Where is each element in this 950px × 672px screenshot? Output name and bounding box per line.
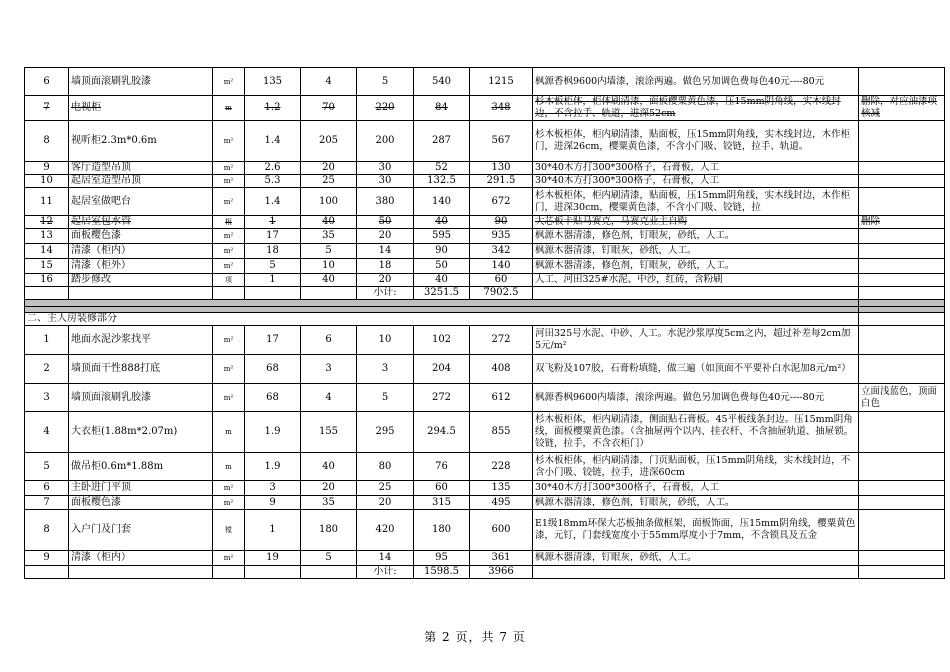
item-quantity: 135 bbox=[245, 68, 301, 96]
grand-total: 1215 bbox=[470, 68, 533, 96]
labor-price: 30 bbox=[357, 162, 414, 175]
item-number: 7 bbox=[25, 496, 69, 510]
material-price: 40 bbox=[301, 274, 357, 287]
separator-row bbox=[25, 300, 945, 307]
item-unit: m² bbox=[213, 121, 245, 162]
item-number: 8 bbox=[25, 510, 69, 551]
labor-price: 30 bbox=[357, 175, 414, 188]
empty-cell bbox=[301, 566, 357, 579]
subtotal-total: 7902.5 bbox=[470, 287, 533, 300]
empty-cell bbox=[69, 287, 213, 300]
table-row bbox=[25, 510, 945, 551]
item-quantity: 5 bbox=[245, 259, 301, 274]
item-name: 面板樱色漆 bbox=[69, 229, 213, 244]
material-price: 35 bbox=[301, 229, 357, 244]
item-name: 墙顶面滚刷乳胶漆 bbox=[69, 384, 213, 412]
item-description: 河田325号水泥、中砂、人工。水泥沙浆厚度5cm之内，超过补差每2cm加5元/m² bbox=[533, 326, 859, 355]
item-number: 14 bbox=[25, 244, 69, 259]
material-price: 180 bbox=[301, 510, 357, 551]
item-number: 4 bbox=[25, 412, 69, 453]
item-number: 1 bbox=[25, 326, 69, 355]
item-note bbox=[859, 121, 945, 162]
subtotal-label: 小计: bbox=[357, 566, 414, 579]
item-description: 枫源木器清漆，钉眼灰，砂纸，人工。 bbox=[533, 244, 859, 259]
grand-total: 612 bbox=[470, 384, 533, 412]
empty-cell bbox=[859, 566, 945, 579]
material-price: 205 bbox=[301, 121, 357, 162]
item-number: 5 bbox=[25, 453, 69, 481]
labor-price: 25 bbox=[357, 481, 414, 496]
item-number: 9 bbox=[25, 162, 69, 175]
item-number: 11 bbox=[25, 188, 69, 216]
item-description: 人工、河田325#水泥、中沙，红砖，含粉刷 bbox=[533, 274, 859, 287]
material-total: 40 bbox=[414, 216, 470, 229]
labor-price: 20 bbox=[357, 229, 414, 244]
material-price: 25 bbox=[301, 175, 357, 188]
empty-cell bbox=[25, 287, 69, 300]
subtotal-row bbox=[25, 287, 945, 300]
material-total: 95 bbox=[414, 551, 470, 566]
grand-total: 348 bbox=[470, 96, 533, 121]
item-quantity: 5.3 bbox=[245, 175, 301, 188]
labor-price: 14 bbox=[357, 244, 414, 259]
material-total: 90 bbox=[414, 244, 470, 259]
material-price: 6 bbox=[301, 326, 357, 355]
item-unit: m bbox=[213, 412, 245, 453]
item-description: 枫源香枫9600内墙漆，滚涂两遍。做色另加调色费每色40元----80元 bbox=[533, 68, 859, 96]
labor-price: 200 bbox=[357, 121, 414, 162]
grand-total: 135 bbox=[470, 481, 533, 496]
subtotal-total: 3966 bbox=[470, 566, 533, 579]
item-description: 30*40木方打300*300格子，石膏板，人工 bbox=[533, 175, 859, 188]
item-description: 枫源木器清漆，修色剂，钉眼灰，砂纸，人工。 bbox=[533, 229, 859, 244]
grand-total: 672 bbox=[470, 188, 533, 216]
item-number: 16 bbox=[25, 274, 69, 287]
item-number: 9 bbox=[25, 551, 69, 566]
material-total: 102 bbox=[414, 326, 470, 355]
section-row bbox=[25, 313, 945, 326]
item-note bbox=[859, 481, 945, 496]
item-unit: m² bbox=[213, 244, 245, 259]
item-quantity: 1.4 bbox=[245, 188, 301, 216]
item-name: 视听柜2.3m*0.6m bbox=[69, 121, 213, 162]
item-unit: m² bbox=[213, 175, 245, 188]
item-quantity: 1 bbox=[245, 510, 301, 551]
grand-total: 600 bbox=[470, 510, 533, 551]
item-note bbox=[859, 274, 945, 287]
table-row bbox=[25, 384, 945, 412]
material-price: 35 bbox=[301, 496, 357, 510]
empty-cell bbox=[859, 300, 945, 307]
table-row bbox=[25, 68, 945, 96]
material-price: 155 bbox=[301, 412, 357, 453]
item-name: 墙顶面干性888打底 bbox=[69, 355, 213, 384]
table-row bbox=[25, 175, 945, 188]
item-unit: m² bbox=[213, 355, 245, 384]
labor-price: 420 bbox=[357, 510, 414, 551]
grand-total: 855 bbox=[470, 412, 533, 453]
item-quantity: 1 bbox=[245, 216, 301, 229]
item-name: 面板樱色漆 bbox=[69, 496, 213, 510]
grand-total: 342 bbox=[470, 244, 533, 259]
material-total: 540 bbox=[414, 68, 470, 96]
empty-cell bbox=[533, 287, 859, 300]
item-unit: m² bbox=[213, 384, 245, 412]
item-name: 踏步修改 bbox=[69, 274, 213, 287]
subtotal-row bbox=[25, 566, 945, 579]
material-total: 315 bbox=[414, 496, 470, 510]
table-row bbox=[25, 216, 945, 229]
table-row bbox=[25, 229, 945, 244]
item-description: 大芯板卡贴马赛克，马赛克业主自购 bbox=[533, 216, 859, 229]
item-number: 3 bbox=[25, 384, 69, 412]
item-unit: 樘 bbox=[213, 510, 245, 551]
item-name: 起居室做吧台 bbox=[69, 188, 213, 216]
labor-price: 18 bbox=[357, 259, 414, 274]
grand-total: 272 bbox=[470, 326, 533, 355]
grand-total: 361 bbox=[470, 551, 533, 566]
table-row bbox=[25, 96, 945, 121]
empty-cell bbox=[301, 287, 357, 300]
labor-price: 5 bbox=[357, 68, 414, 96]
item-description: 双飞粉及107胶，石膏粉填缝，做三遍（如顶面不平要补白水泥加8元/m²） bbox=[533, 355, 859, 384]
item-unit: m² bbox=[213, 259, 245, 274]
item-quantity: 1.2 bbox=[245, 96, 301, 121]
table-row bbox=[25, 188, 945, 216]
grand-total: 291.5 bbox=[470, 175, 533, 188]
item-quantity: 3 bbox=[245, 481, 301, 496]
item-note bbox=[859, 229, 945, 244]
item-name: 清漆（柜内） bbox=[69, 244, 213, 259]
item-note bbox=[859, 412, 945, 453]
empty-cell bbox=[245, 287, 301, 300]
material-total: 180 bbox=[414, 510, 470, 551]
grand-total: 408 bbox=[470, 355, 533, 384]
material-price: 5 bbox=[301, 551, 357, 566]
item-number: 7 bbox=[25, 96, 69, 121]
item-description: 30*40木方打300*300格子，石膏板，人工 bbox=[533, 481, 859, 496]
item-note bbox=[859, 496, 945, 510]
item-quantity: 1 bbox=[245, 274, 301, 287]
material-price: 40 bbox=[301, 216, 357, 229]
item-unit: m² bbox=[213, 481, 245, 496]
item-quantity: 9 bbox=[245, 496, 301, 510]
empty-cell bbox=[859, 313, 945, 326]
table-row bbox=[25, 259, 945, 274]
grand-total: 140 bbox=[470, 259, 533, 274]
item-quantity: 19 bbox=[245, 551, 301, 566]
item-note bbox=[859, 162, 945, 175]
page-footer: 第 2 页，共 7 页 bbox=[424, 630, 526, 644]
table-row bbox=[25, 162, 945, 175]
item-name: 大衣柜(1.88m*2.07m) bbox=[69, 412, 213, 453]
labor-price: 10 bbox=[357, 326, 414, 355]
empty-cell bbox=[25, 566, 69, 579]
material-price: 3 bbox=[301, 355, 357, 384]
item-number: 8 bbox=[25, 121, 69, 162]
item-description: 杉木板柜体，柜内刷清漆，门页贴面板，压15mm阴角线，实木线封边，不含小门吸、铰链，拉手，进深60cm bbox=[533, 453, 859, 481]
item-name: 入户门及门套 bbox=[69, 510, 213, 551]
labor-price: 20 bbox=[357, 496, 414, 510]
item-quantity: 1.9 bbox=[245, 453, 301, 481]
material-price: 10 bbox=[301, 259, 357, 274]
material-total: 76 bbox=[414, 453, 470, 481]
table-row bbox=[25, 274, 945, 287]
material-total: 60 bbox=[414, 481, 470, 496]
item-number: 6 bbox=[25, 481, 69, 496]
item-description: 枫源木器清漆，钉眼灰，砂纸，人工。 bbox=[533, 551, 859, 566]
item-number: 13 bbox=[25, 229, 69, 244]
grand-total: 90 bbox=[470, 216, 533, 229]
labor-price: 14 bbox=[357, 551, 414, 566]
labor-price: 20 bbox=[357, 274, 414, 287]
material-total: 204 bbox=[414, 355, 470, 384]
item-description: 杉木板柜体，柜体刷清漆，面板樱粟黄色漆，压15mm阴角线，实木线封边，不含拉手、轨道，进深52cm bbox=[533, 96, 859, 121]
subtotal-label: 小计: bbox=[357, 287, 414, 300]
item-note: 删除，对应油漆项核减 bbox=[859, 96, 945, 121]
material-total: 287 bbox=[414, 121, 470, 162]
labor-price: 295 bbox=[357, 412, 414, 453]
item-description: 杉木板柜体，柜内刷清漆，贴面板，压15mm阴角线，实木线封边，木作柜门，进深30cm，樱粟黄色漆，不含小门吸、铰链，拉 bbox=[533, 188, 859, 216]
item-unit: m² bbox=[213, 162, 245, 175]
material-price: 5 bbox=[301, 244, 357, 259]
item-note: 删除 bbox=[859, 216, 945, 229]
grand-total: 130 bbox=[470, 162, 533, 175]
item-description: 枫源木器清漆，修色剂，钉眼灰，砂纸，人工。 bbox=[533, 496, 859, 510]
item-note bbox=[859, 175, 945, 188]
item-description: E1级18mm环保大芯板抽条做框架，面板饰面，压15mm阴角线，樱粟黄色漆，元钉，门套线宽度小于55mm厚度小于7mm，不含锁具及五金 bbox=[533, 510, 859, 551]
labor-price: 3 bbox=[357, 355, 414, 384]
item-number: 12 bbox=[25, 216, 69, 229]
material-price: 40 bbox=[301, 453, 357, 481]
item-unit: m² bbox=[213, 229, 245, 244]
item-quantity: 1.4 bbox=[245, 121, 301, 162]
material-total: 132.5 bbox=[414, 175, 470, 188]
item-note bbox=[859, 244, 945, 259]
labor-price: 50 bbox=[357, 216, 414, 229]
item-description: 30*40木方打300*300格子，石膏板，人工 bbox=[533, 162, 859, 175]
material-total: 272 bbox=[414, 384, 470, 412]
labor-price: 80 bbox=[357, 453, 414, 481]
item-number: 6 bbox=[25, 68, 69, 96]
quotation-table bbox=[24, 67, 945, 579]
item-description: 枫源香枫9600内墙漆，滚涂两遍。做色另加调色费每色40元----80元 bbox=[533, 384, 859, 412]
item-unit: m bbox=[213, 96, 245, 121]
material-price: 4 bbox=[301, 384, 357, 412]
item-note: 立面浅蓝色，顶面白色 bbox=[859, 384, 945, 412]
material-total: 52 bbox=[414, 162, 470, 175]
separator-cell bbox=[25, 300, 859, 307]
item-description: 枫源木器清漆，修色剂，钉眼灰，砂纸，人工。 bbox=[533, 259, 859, 274]
table-row bbox=[25, 121, 945, 162]
item-note bbox=[859, 355, 945, 384]
empty-cell bbox=[213, 287, 245, 300]
item-name: 主卧进门平顶 bbox=[69, 481, 213, 496]
empty-cell bbox=[245, 566, 301, 579]
grand-total: 935 bbox=[470, 229, 533, 244]
material-total: 595 bbox=[414, 229, 470, 244]
item-quantity: 18 bbox=[245, 244, 301, 259]
material-total: 84 bbox=[414, 96, 470, 121]
item-quantity: 68 bbox=[245, 384, 301, 412]
material-price: 20 bbox=[301, 162, 357, 175]
subtotal-material: 3251.5 bbox=[414, 287, 470, 300]
item-unit: m bbox=[213, 453, 245, 481]
grand-total: 60 bbox=[470, 274, 533, 287]
item-name: 地面水泥沙浆找平 bbox=[69, 326, 213, 355]
table-row bbox=[25, 412, 945, 453]
material-total: 294.5 bbox=[414, 412, 470, 453]
grand-total: 228 bbox=[470, 453, 533, 481]
item-note bbox=[859, 453, 945, 481]
section-title: 二、主人房装修部分 bbox=[25, 313, 859, 326]
empty-cell bbox=[69, 566, 213, 579]
labor-price: 220 bbox=[357, 96, 414, 121]
labor-price: 5 bbox=[357, 384, 414, 412]
table-row bbox=[25, 551, 945, 566]
material-total: 40 bbox=[414, 274, 470, 287]
grand-total: 567 bbox=[470, 121, 533, 162]
item-description: 杉木板柜体，柜内刷清漆，贴面板，压15mm阴角线，实木线封边，木作柜门，进深26cm，樱粟黄色漆，不含小门吸、铰链，拉手、轨道。 bbox=[533, 121, 859, 162]
grand-total: 495 bbox=[470, 496, 533, 510]
item-unit: m² bbox=[213, 188, 245, 216]
item-unit: 根 bbox=[213, 216, 245, 229]
table-row bbox=[25, 453, 945, 481]
table-row bbox=[25, 244, 945, 259]
item-name: 清漆（柜外） bbox=[69, 259, 213, 274]
item-note bbox=[859, 68, 945, 96]
item-name: 做吊柜0.6m*1.88m bbox=[69, 453, 213, 481]
subtotal-material: 1598.5 bbox=[414, 566, 470, 579]
item-quantity: 2.6 bbox=[245, 162, 301, 175]
item-name: 墙顶面滚刷乳胶漆 bbox=[69, 68, 213, 96]
item-number: 2 bbox=[25, 355, 69, 384]
item-name: 起居室造型吊顶 bbox=[69, 175, 213, 188]
item-note bbox=[859, 259, 945, 274]
item-description: 杉木板柜体，柜内刷清漆，侧面贴石膏板。45平板线条封边。压15mm阴角线，面板樱粟黄色漆。（含抽屉两个以内、挂衣杆、不含抽屉轨道、抽屉锁。铰链，拉手，不含衣柜门） bbox=[533, 412, 859, 453]
table-row bbox=[25, 355, 945, 384]
item-quantity: 1.9 bbox=[245, 412, 301, 453]
item-note bbox=[859, 326, 945, 355]
item-unit: m² bbox=[213, 551, 245, 566]
item-note bbox=[859, 551, 945, 566]
material-price: 4 bbox=[301, 68, 357, 96]
table-row bbox=[25, 326, 945, 355]
material-total: 140 bbox=[414, 188, 470, 216]
item-unit: 项 bbox=[213, 274, 245, 287]
material-total: 50 bbox=[414, 259, 470, 274]
empty-cell bbox=[533, 566, 859, 579]
item-unit: m² bbox=[213, 496, 245, 510]
item-name: 客厅造型吊顶 bbox=[69, 162, 213, 175]
item-name: 起居室包水管 bbox=[69, 216, 213, 229]
item-unit: m² bbox=[213, 68, 245, 96]
empty-cell bbox=[213, 566, 245, 579]
item-quantity: 68 bbox=[245, 355, 301, 384]
material-price: 100 bbox=[301, 188, 357, 216]
item-unit: m² bbox=[213, 326, 245, 355]
empty-cell bbox=[859, 287, 945, 300]
item-note bbox=[859, 188, 945, 216]
item-number: 15 bbox=[25, 259, 69, 274]
material-price: 20 bbox=[301, 481, 357, 496]
item-name: 清漆（柜内） bbox=[69, 551, 213, 566]
table-row bbox=[25, 481, 945, 496]
item-name: 电视柜 bbox=[69, 96, 213, 121]
labor-price: 380 bbox=[357, 188, 414, 216]
item-quantity: 17 bbox=[245, 229, 301, 244]
table-row bbox=[25, 496, 945, 510]
material-price: 70 bbox=[301, 96, 357, 121]
item-quantity: 17 bbox=[245, 326, 301, 355]
item-note bbox=[859, 510, 945, 551]
item-number: 10 bbox=[25, 175, 69, 188]
